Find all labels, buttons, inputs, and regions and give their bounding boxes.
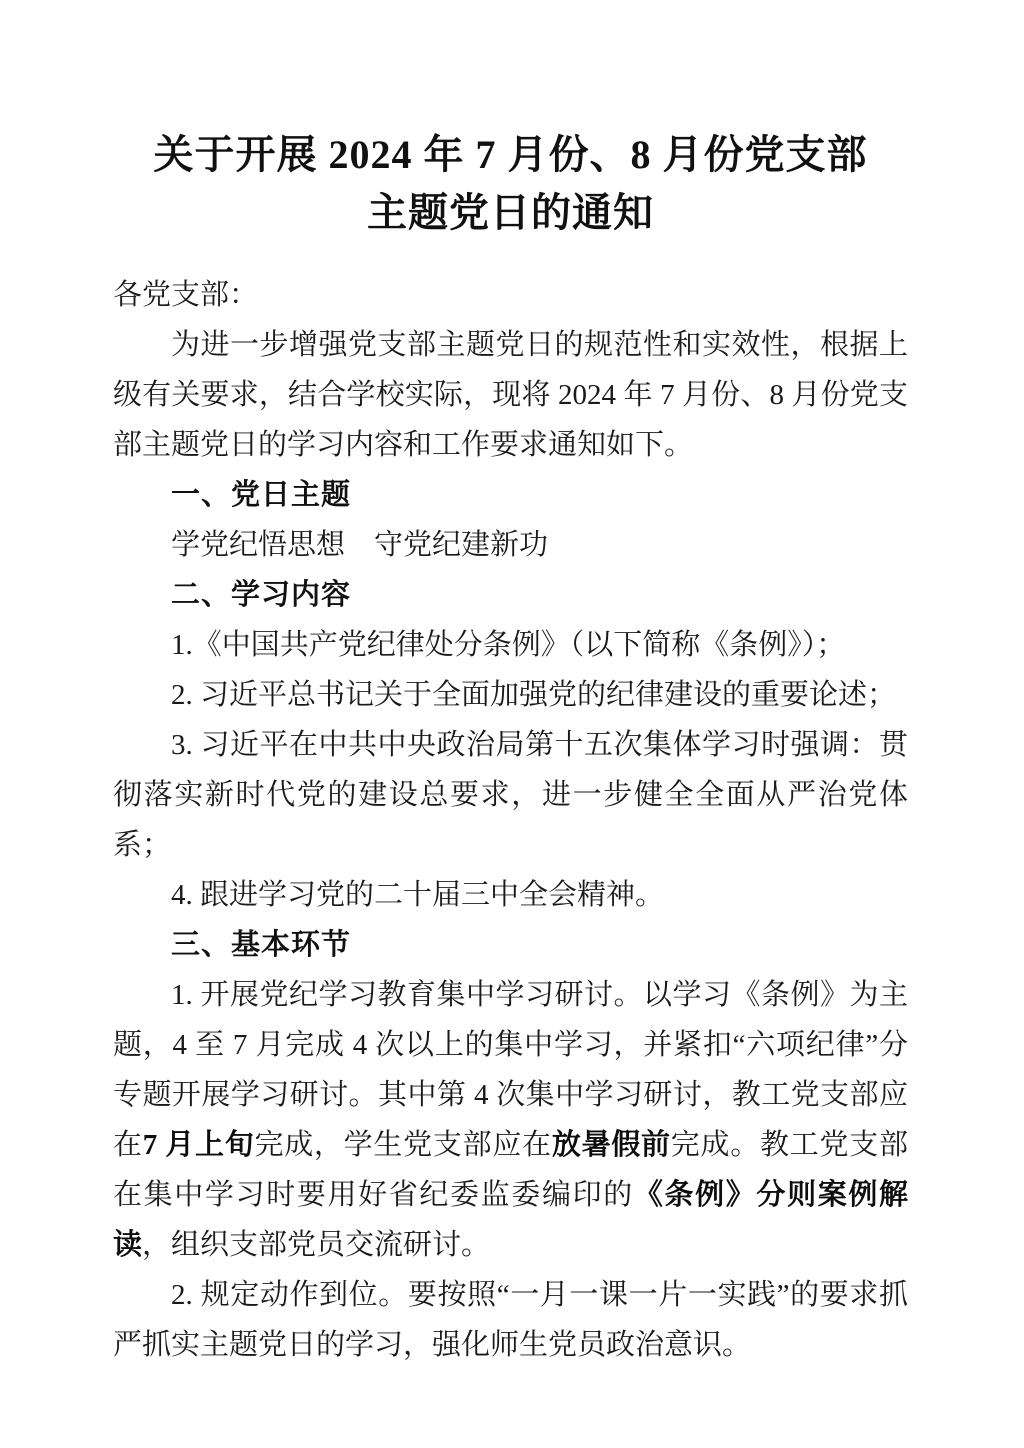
salutation: 各党支部：: [113, 279, 259, 311]
section-1-heading: 一、党日主题: [171, 479, 352, 511]
step-1-text-a: 1. 开展党纪学习教育集中学习研讨。以学习《条例》为主题，4 至 7 月完成 4 次以上的集中学习，并紧扣“六项纪律”分专题开展学习研讨。其中第 4 次集中学习研讨，教工党支部应在: [113, 979, 908, 1161]
learning-item-4: 4. 跟进学习党的二十届三中全会精神。: [171, 879, 665, 911]
section-3-heading: 三、基本环节: [171, 929, 352, 961]
step-1-bold-case-reader: 《条例》分则案例解读: [113, 1179, 908, 1261]
step-1-text-c: 完成。教工党支部在集中学习时要用好省纪委监委编印的: [113, 1129, 908, 1211]
section-2-heading: 二、学习内容: [171, 579, 352, 611]
learning-item-3: 3. 习近平在中共中央政治局第十五次集体学习时强调：贯彻落实新时代党的建设总要求，进一步健全全面从严治党体系；: [113, 729, 908, 861]
learning-item-1: 1.《中国共产党纪律处分条例》（以下简称《条例》）；: [171, 629, 846, 661]
section-1-theme: 学党纪悟思想 守党纪建新功: [171, 529, 549, 561]
intro-paragraph: 为进一步增强党支部主题党日的规范性和实效性，根据上级有关要求，结合学校实际，现将 2024 年 7 月份、8 月份党支部主题党日的学习内容和工作要求通知如下。: [113, 329, 908, 461]
title-line-2: 主题党日的通知: [367, 190, 654, 235]
step-1-paragraph: [113, 970, 908, 1270]
title-line-1: 关于开展 2024 年 7 月份、8 月份党支部: [153, 132, 868, 177]
learning-item-2: 2. 习近平总书记关于全面加强党的纪律建设的重要论述；: [171, 679, 897, 711]
step-1-bold-summer-deadline: 放暑假前: [551, 1129, 671, 1161]
step-1-bold-july-deadline: 7 月上旬: [142, 1129, 255, 1161]
step-2-paragraph: 2. 规定动作到位。要按照“一月一课一片一实践”的要求抓严抓实主题党日的学习，强化师生党员政治意识。: [113, 1279, 908, 1361]
document-title: [113, 126, 908, 242]
step-1-text-d: ，组织支部党员交流研讨。: [142, 1229, 491, 1261]
step-1-text-b: 完成，学生党支部应在: [254, 1129, 552, 1161]
